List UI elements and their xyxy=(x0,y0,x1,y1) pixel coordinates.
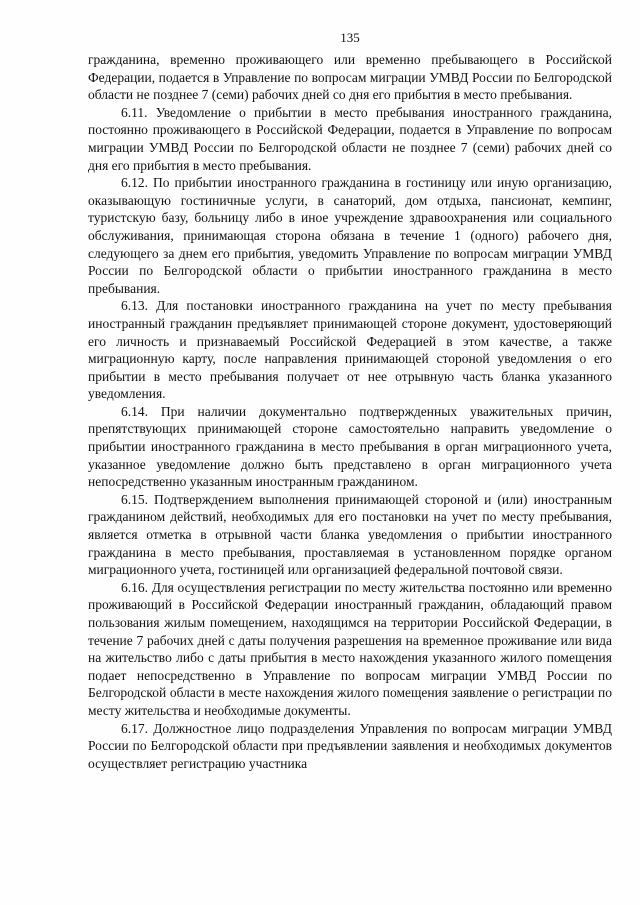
paragraph-6-12: 6.12. По прибытии иностранного гражданина в гостиницу или иную организацию, оказывающую гостиничные услуги, в санаторий, дом отдыха, пансионат, кемпинг, туристскую базу, больницу либо в иное учреждение здравоохранения или социального обслуживания, принимающая сторона обязана в течение 1 (одного) рабочего дня, следующего за днем его прибытия, уведомить Управление по вопросам миграции УМВД России по Белгородской области о прибытии иностранного гражданина в место пребывания. xyxy=(88,175,612,296)
paragraph-6-14: 6.14. При наличии документально подтвержденных уважительных причин, препятствующих принимающей стороне самостоятельно направить уведомление о прибытии иностранного гражданина в место пребывания в орган миграционного учета, указанное уведомление должно быть представлено в орган миграционного учета непосредственно указанным иностранным гражданином. xyxy=(88,403,612,490)
paragraph-6-17: 6.17. Должностное лицо подразделения Управления по вопросам миграции УМВД России по Белгородской области при предъявлении заявления и необходимых документов осуществляет регистрацию участника xyxy=(88,720,612,771)
paragraph-6-10-continuation: гражданина, временно проживающего или временно пребывающего в Российской Федерации, подается в Управление по вопросам миграции УМВД России по Белгородской области не позднее 7 (семи) рабочих дней со дня его прибытия в место пребывания. xyxy=(88,52,612,103)
paragraph-6-11: 6.11. Уведомление о прибытии в место пребывания иностранного гражданина, постоянно проживающего в Российской Федерации, подается в Управление по вопросам миграции УМВД России по Белгородской области не позднее 7 (семи) рабочих дней со дня его прибытия в место пребывания. xyxy=(88,104,612,173)
paragraph-6-13: 6.13. Для постановки иностранного гражданина на учет по месту пребывания иностранный гражданин предъявляет принимающей стороне документ, удостоверяющий его личность и признаваемый Российской Федерацией в этом качестве, а также миграционную карту, после направления принимающей стороной уведомления о его прибытии в место пребывания получает от нее отрывную часть бланка указанного уведомления. xyxy=(88,298,612,402)
page-number: 135 xyxy=(340,30,360,45)
paragraph-6-16: 6.16. Для осуществления регистрации по месту жительства постоянно или временно проживающий в Российской Федерации иностранный гражданин, обладающий правом пользования жилым помещением, находящимся на территории Российской Федерации, в течение 7 рабочих дней с даты получения разрешения на временное проживание или вида на жительство либо с даты прибытия в место нахождения указанного жилого помещения подает непосредственно в Управление по вопросам миграции УМВД России по Белгородской области в месте нахождения жилого помещения заявление о регистрации по месту жительства и необходимые документы. xyxy=(88,579,612,718)
paragraph-6-15: 6.15. Подтверждением выполнения принимающей стороной и (или) иностранным гражданином действий, необходимых для его постановки на учет по месту пребывания, является отметка в отрывной части бланка уведомления о прибытии иностранного гражданина в место пребывания, проставляемая в установленном порядке органом миграционного учета, гостиницей или организацией федеральной почтовой связи. xyxy=(88,491,612,578)
